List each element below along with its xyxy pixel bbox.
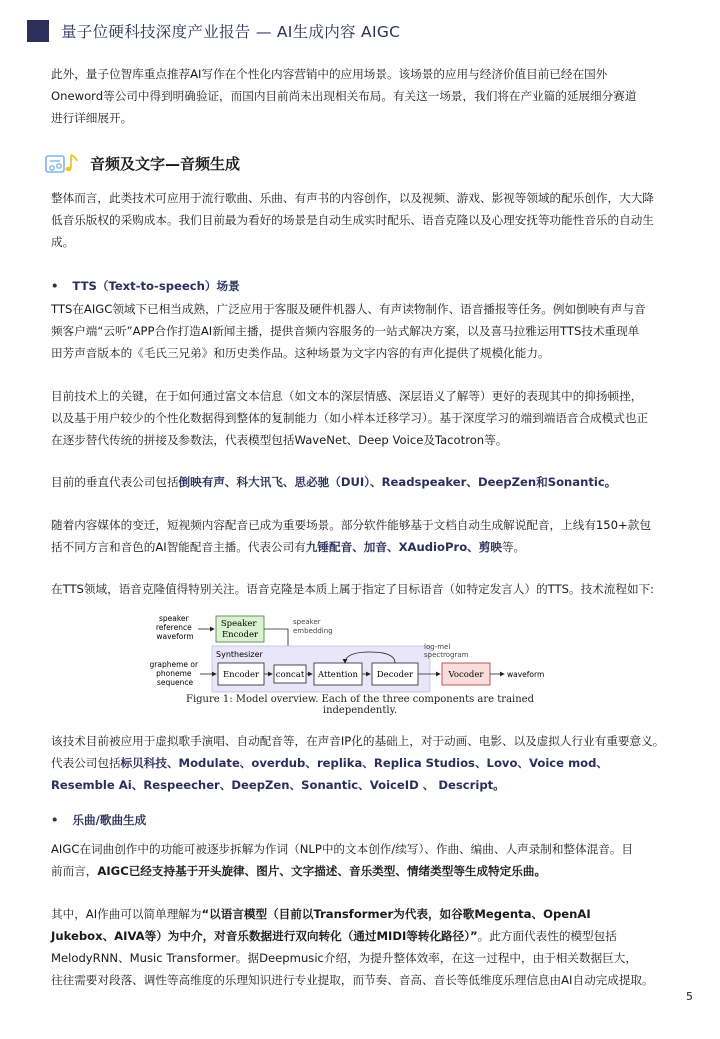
bullet-dot-icon: • (51, 279, 59, 293)
tts-p1-line: 田芳声音版本的《毛氏三兄弟》和历史类作品。这种场景为文字内容的有声化提供了规模化能力。 (51, 346, 550, 360)
intro-line: 进行详细展开。 (51, 111, 133, 125)
tts-paragraph-4 (51, 514, 681, 558)
overview-paragraph (51, 187, 681, 253)
music-notes-icon (44, 151, 82, 175)
music-p1-line (51, 860, 681, 882)
music-p2-line (51, 925, 681, 947)
tts-bullet (51, 278, 240, 294)
speaker-encoder-label: Speaker Encoder (220, 619, 259, 640)
music-p2-line (51, 903, 681, 925)
voice-clone-paragraph (51, 730, 681, 796)
overview-line: 低音乐版权的采购成本。我们目前最为看好的场景是自动生成实时配乐、语音克隆以及心理安抚等功能性音乐的自动生 (51, 213, 654, 227)
tts-paragraph-1 (51, 298, 681, 364)
music-p1-bold: AIGC已经支持基于开头旋律、图片、文字描述、音乐类型、情绪类型等生成特定乐曲。 (97, 864, 547, 878)
tts-p3-line (51, 471, 681, 493)
clone-line (51, 752, 681, 774)
tts-p4-line: 随着内容媒体的变迁，短视频内容配音已成为重要场景。部分软件能够基于文档自动生成解说配音，上线有150+款包 (51, 518, 651, 532)
report-header (27, 18, 400, 44)
decoder-label: Decoder (376, 670, 414, 680)
tts-p2-line: 在逐步替代传统的拼接及参数法，代表模型包括WaveNet、Deep Voice及Tacotron等。 (51, 433, 508, 447)
encoder-label: Encoder (222, 670, 260, 680)
concat-label: concat (275, 670, 305, 680)
music-p2-suffix: 。此方面代表性的模型包括 (477, 929, 617, 943)
tts-p4-suffix: 等。 (501, 540, 526, 554)
attention-label: Attention (317, 670, 359, 680)
intro-paragraph (51, 63, 681, 129)
header-brand-block (27, 20, 49, 42)
tts-p1-line: 频客户端“云听”APP合作打造AI新闻主播，提供音频内容服务的一站式解决方案，以及喜马拉雅运用TTS技术重现单 (51, 324, 640, 338)
section-title: 音频及文字—音频生成 (90, 154, 241, 173)
synthesizer-label: Synthesizer (216, 650, 263, 659)
tts-p2-line: 目前技术上的关键，在于如何通过富文本信息（如文本的深层情感、深层语义了解等）更好的表现其中的抑扬顿挫， (51, 389, 643, 403)
music-p1-line: AIGC在词曲创作中的功能可被逐步拆解为作词（NLP中的文本创作/续写）、作曲、编曲、人声录制和整体混音。目 (51, 842, 633, 856)
vocoder-label: Vocoder (448, 670, 484, 680)
tts-paragraph-2 (51, 385, 681, 451)
music-p2-prefix: 其中，AI作曲可以简单理解为 (51, 907, 202, 921)
log-mel-label: log-mel spectrogram (424, 643, 469, 659)
tts-p3-prefix: 目前的垂直代表公司包括 (51, 475, 179, 489)
clone-prefix: 代表公司包括 (51, 756, 121, 770)
grapheme-sequence-label: grapheme or phoneme sequence (150, 660, 199, 687)
header-title: 量子位硬科技深度产业报告 — AI生成内容 AIGC (61, 23, 401, 41)
music-paragraph-1 (51, 838, 681, 882)
clone-line: 该技术目前被应用于虚拟歌手演唱、自动配音等，在声音IP化的基础上，对于动画、电影、以及虚拟人行业有重要意义。 (51, 734, 665, 748)
clone-companies-2: Resemble Ai、Respeecher、DeepZen、Sonantic、VoiceID 、 Descript。 (51, 778, 505, 792)
intro-line: Oneword等公司中得到明确验证，而国内目前尚未出现相关布局。有关这一场景，我们将在产业篇的延展细分赛道 (51, 89, 637, 103)
tts-bullet-label: TTS（Text-to-speech）场景 (72, 279, 240, 293)
overview-line: 整体而言，此类技术可应用于流行歌曲、乐曲、有声书的内容创作，以及视频、游戏、影视等领域的配乐创作，大大降 (51, 191, 654, 205)
tts-p4-companies: 九锤配音、加音、XAudioPro、剪映 (305, 540, 502, 554)
tts-paragraph-3 (51, 471, 681, 493)
tts-p5-line: 在TTS领域，语音克隆值得特别关注。语音克隆是本质上属于指定了目标语音（如特定发言人）的TTS。技术流程如下: (51, 582, 655, 596)
speaker-waveform-label: speaker reference waveform (155, 614, 194, 641)
music-p2-line: MelodyRNN、Music Transformer。据Deepmusic介绍，为提升整体效率，在这一过程中，由于相关数据巨大， (51, 951, 637, 965)
tts-paragraph-5 (51, 578, 681, 600)
tts-p2-line: 以及基于用户较少的个性化数据得到整体的复制能力（如小样本迁移学习）。基于深度学习的端到端语音合成模式也正 (51, 411, 649, 425)
music-p1-prefix: 前而言， (51, 864, 98, 878)
clone-companies-1: 标贝科技、Modulate、overdub、replika、Replica Studios、Lovo、Voice mod、 (120, 756, 609, 770)
tts-p3-companies: 倒映有声、科大讯飞、思必驰（DUI）、Readspeaker、DeepZen和Sonantic。 (178, 475, 617, 489)
music-p2-bold-1: “以语言模型（目前以Transformer为代表，如谷歌Megenta、OpenAI (201, 907, 591, 921)
tts-p4-line (51, 536, 681, 558)
music-p2-line: 往往需要对段落、调性等高维度的乐理知识进行专业提取，而节奏、音高、音长等低维度乐理信息由AI自动完成提取。 (51, 973, 654, 987)
music-p2-bold-2: Jukebox、AIVA等）为中介，对音乐数据进行双向转化（通过MIDI等转化路径）” (51, 929, 478, 943)
speaker-embedding-label: speaker embedding (293, 618, 333, 635)
page-number: 5 (686, 990, 693, 1003)
music-paragraph-2 (51, 903, 681, 991)
tts-p4-prefix: 括不同方言和音色的AI智能配音主播。代表公司有 (51, 540, 306, 554)
waveform-output-label: waveform (507, 670, 545, 679)
music-bullet-label: 乐曲/歌曲生成 (72, 813, 147, 827)
music-bullet (51, 812, 146, 828)
section-heading (44, 151, 240, 175)
bullet-dot-icon: • (51, 813, 59, 827)
figure-caption: Figure 1: Model overview. Each of the three components are trained independently. (186, 694, 534, 716)
intro-line: 此外，量子位智库重点推荐AI写作在个性化内容营销中的应用场景。该场景的应用与经济价值目前已经在国外 (51, 67, 608, 81)
overview-line: 成。 (51, 235, 75, 249)
tts-p1-line: TTS在AIGC领域下已相当成熟，广泛应用于客服及硬件机器人、有声读物制作、语音播报等任务。例如倒映有声与音 (51, 302, 646, 316)
